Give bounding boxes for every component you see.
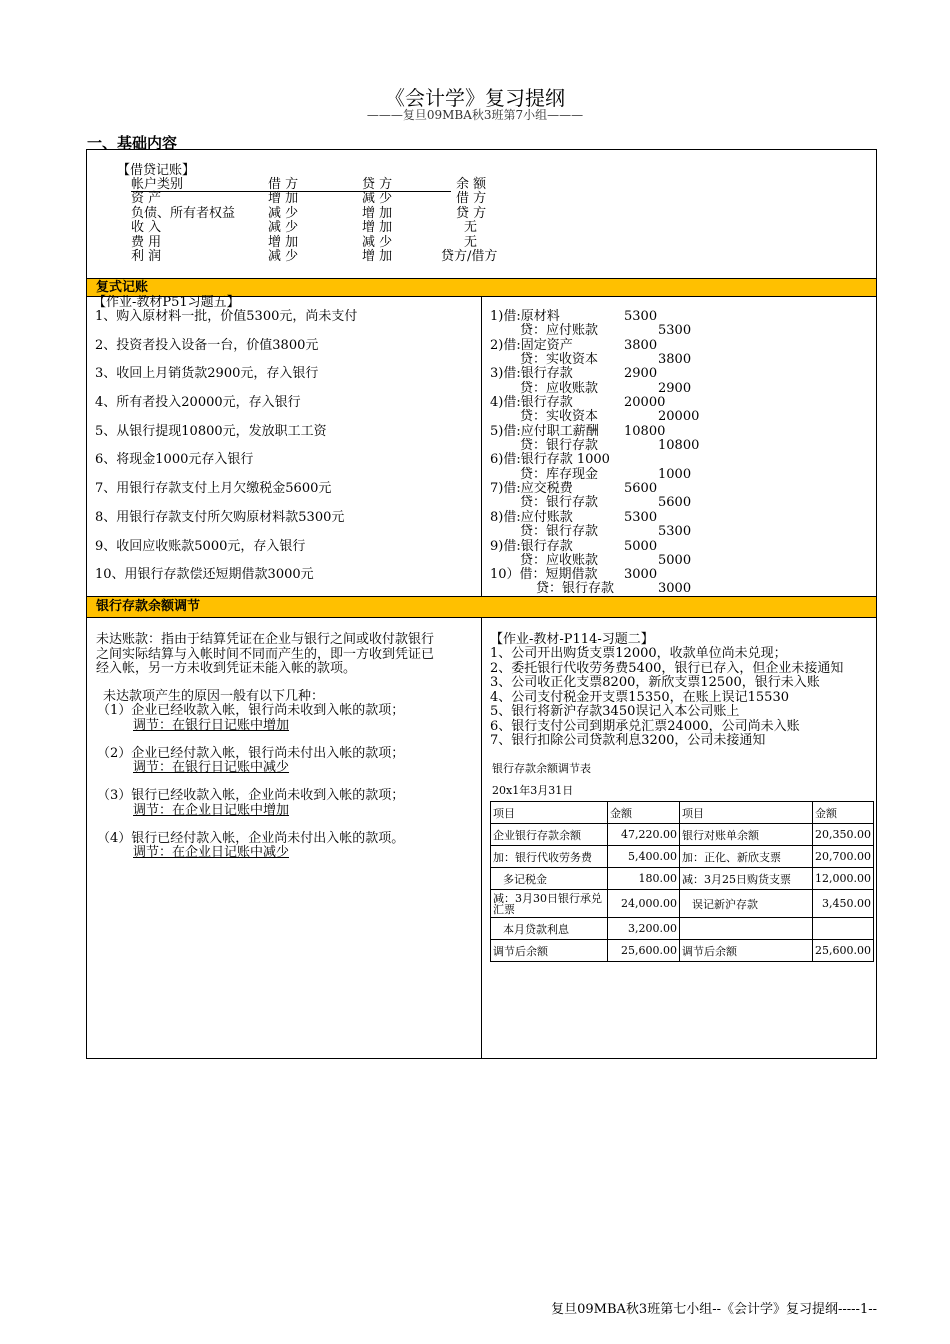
transaction-item: 8、用银行存款支付所欠购原材料款5300元 [95,509,345,525]
recon-task: 1、公司开出购货支票12000，收款单位尚未兑现； [490,646,787,661]
recon-table-row: 企业银行存款余额 47,220.00 银行对账单余额 20,350.00 [491,824,874,846]
journal-entry: 8)借:应付账款 5300 贷：银行存款 5300 [490,509,692,540]
section-band-double-entry: 复式记账 [87,279,876,296]
transaction-item: 1、购入原材料一批，价值5300元，尚未支付 [95,309,358,324]
definition-text: 未达账款：指由于结算凭证在企业与银行之间或收付款银行 之间实际结算与入帐时间不同而产生的，即一方收到凭证已 经入帐，另一方未收到凭证未能入帐的款项。 [96,632,435,676]
transaction-item: 10、用银行存款偿还短期借款3000元 [95,567,314,583]
reasons-intro: 未达款项产生的原因一般有以下几种： [103,689,325,704]
recon-table-date: 20x1年3月31日 [492,784,574,797]
reason-item: （4）银行已经付款入帐，企业尚未付出入帐的款项。 调节：在企业日记账中减少 [97,830,405,860]
recon-table [490,801,874,962]
ledger-row: 费 用 增 加 减 少 无 [131,234,478,250]
recon-task: 5、银行将新沪存款3450误记入本公司账上 [490,704,740,719]
journal-entry: 5)借:应付职工薪酬 10800 贷：银行存款 10800 [490,423,700,454]
column-divider [481,617,482,1058]
recon-task: 6、银行支付公司到期承兑汇票24000，公司尚未入账 [490,718,800,734]
ledger-col-category: 帐户类别 [131,177,184,192]
recon-task: 7、银行扣除公司贷款利息3200，公司未接通知 [490,733,766,748]
journal-entry: 1)借:原材料 5300 贷：应付账款 5300 [490,309,692,339]
column-divider [481,296,482,596]
transaction-item: 4、所有者投入20000元，存入银行 [95,395,301,411]
page-title: 《会计学》复习提纲 [385,86,565,110]
reason-item: （3）银行已经收款入帐，企业尚未收到入帐的款项； 调节：在企业日记账中增加 [97,788,405,818]
ledger-heading: 【借贷记账】 [117,163,196,178]
recon-task: 2、委托银行代收劳务费5400，银行已存入，但企业未接通知 [490,660,844,676]
ledger-row: 负债、所有者权益 减 少 增 加 贷 方 [131,205,487,221]
recon-table-row: 加：银行代收劳务费 5,400.00 加：正化、新欣支票 20,700.00 [491,846,874,868]
journal-entry: 2)借:固定资产 3800 贷：实收资本 3800 [490,337,692,367]
ledger-col-credit: 贷 方 [362,177,393,192]
recon-table-row: 减：3月30日银行承兑汇票 24,000.00 误记新沪存款 3,450.00 [491,890,874,918]
transaction-item: 9、收回应收账款5000元，存入银行 [95,538,306,554]
recon-task: 3、公司收正化支票8200，新欣支票12500，银行未入账 [490,675,820,690]
journal-entry: 6)借:银行存款 1000 贷：库存现金 1000 [490,452,692,482]
page-subtitle: ———复旦09MBA秋3班第7小组——— [366,108,584,122]
journal-entries [490,310,870,597]
section-band-bank-recon: 银行存款余额调节 [87,597,876,617]
ledger-col-debit: 借 方 [268,177,299,192]
recon-assignment: 【作业-教材-P114-习题二】 [490,632,654,647]
journal-entry: 7)借:应交税费 5600 贷：银行存款 5600 [490,481,692,511]
page-footer: 复旦09MBA秋3班第七小组--《会计学》复习提纲-----1-- [551,1302,877,1317]
transaction-item: 6、将现金1000元存入银行 [95,452,254,468]
journal-entry: 10）借：短期借款 3000 贷：银行存款 3000 [490,567,692,597]
journal-entry: 3)借:银行存款 2900 贷：应收账款 2900 [490,366,692,396]
transaction-item: 5、从银行提现10800元，发放职工工资 [95,423,327,439]
content-frame [86,149,877,1059]
section-heading: 一、基础内容 [87,134,178,152]
ledger-row: 资 产 增 加 减 少 借 方 [131,191,487,206]
recon-table-row: 调节后余额 25,600.00 调节后余额 25,600.00 [491,940,874,962]
reasons-list [97,704,404,874]
transaction-item: 3、收回上月销货款2900元，存入银行 [95,366,319,382]
ledger-header-row [131,177,487,192]
transaction-item: 7、用银行存款支付上月欠缴税金5600元 [95,481,332,497]
recon-task-list [490,647,843,749]
transaction-item: 2、投资者投入设备一台，价值3800元 [95,337,319,353]
recon-table-header: 项目 金额 项目 金额 [491,802,874,824]
ledger-table [131,177,498,265]
journal-entry: 9)借:银行存款 5000 贷：应收账款 5000 [490,538,692,568]
double-entry-assignment: 【作业-教材P51习题五】 [93,295,240,310]
recon-table-row: 本月贷款利息 3,200.00 [491,918,874,940]
reason-item: （1）企业已经收款入帐，银行尚未收到入帐的款项； 调节：在银行日记账中增加 [97,703,405,733]
recon-task: 4、公司支付税金开支票15350，在账上误记15530 [490,689,789,705]
recon-table-title: 银行存款余额调节表 [492,762,591,775]
ledger-row: 利 润 减 少 增 加 贷方/借方 [131,249,498,264]
ledger-col-balance: 余 额 [456,177,487,192]
journal-entry: 4)借:银行存款 20000 贷：实收资本 20000 [490,395,700,425]
transaction-list [95,310,357,597]
recon-table-row: 多记税金 180.00 减：3月25日购货支票 12,000.00 [491,868,874,890]
ledger-row: 收 入 减 少 增 加 无 [131,220,478,235]
reason-item: （2）企业已经付款入帐，银行尚未付出入帐的款项； 调节：在银行日记账中减少 [97,745,405,775]
